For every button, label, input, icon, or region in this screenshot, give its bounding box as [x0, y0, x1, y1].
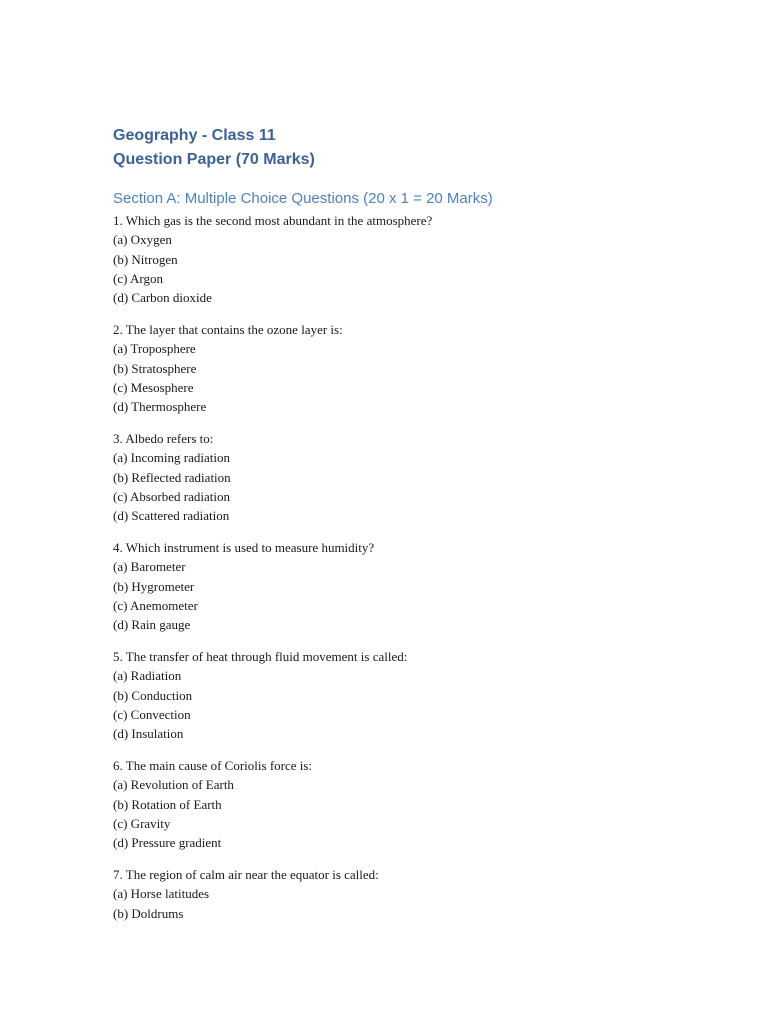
document-title: Geography - Class 11 — [113, 127, 276, 144]
question-option: (d) Carbon dioxide — [113, 290, 212, 306]
question-option: (a) Incoming radiation — [113, 450, 230, 466]
question-text: 2. The layer that contains the ozone layer is: — [113, 321, 343, 337]
question-option: (b) Rotation of Earth — [113, 796, 222, 812]
question-option: (d) Scattered radiation — [113, 508, 230, 524]
question-option: (d) Thermosphere — [113, 399, 207, 415]
question-option: (a) Radiation — [113, 668, 182, 684]
question-text: 5. The transfer of heat through fluid movement is called: — [113, 648, 408, 664]
question-7 — [113, 865, 673, 923]
question-option: (b) Hygrometer — [113, 578, 195, 594]
question-6 — [113, 756, 673, 852]
question-option: (c) Mesosphere — [113, 379, 194, 395]
question-option: (c) Convection — [113, 706, 191, 722]
question-option: (b) Stratosphere — [113, 360, 197, 376]
question-text: 7. The region of calm air near the equator is called: — [113, 866, 379, 882]
question-option: (d) Insulation — [113, 726, 184, 742]
question-list — [113, 211, 673, 923]
question-option: (a) Barometer — [113, 559, 186, 575]
question-option: (a) Oxygen — [113, 232, 172, 248]
question-option: (c) Absorbed radiation — [113, 488, 230, 504]
document-content — [113, 124, 673, 923]
question-option: (c) Gravity — [113, 815, 171, 831]
question-text: 3. Albedo refers to: — [113, 430, 214, 446]
question-option: (c) Anemometer — [113, 597, 198, 613]
question-option: (b) Conduction — [113, 687, 193, 703]
question-option: (d) Pressure gradient — [113, 835, 222, 851]
question-3 — [113, 429, 673, 525]
question-1 — [113, 211, 673, 307]
question-5 — [113, 647, 673, 743]
question-option: (a) Horse latitudes — [113, 886, 210, 902]
question-4 — [113, 538, 673, 634]
question-text: 1. Which gas is the second most abundant in the atmosphere? — [113, 213, 433, 228]
question-option: (b) Nitrogen — [113, 251, 178, 267]
section-a-heading: Section A: Multiple Choice Questions (20 x 1 = 20 Marks) — [113, 190, 493, 207]
question-option: (b) Doldrums — [113, 905, 184, 921]
question-option: (b) Reflected radiation — [113, 469, 231, 485]
question-option: (a) Revolution of Earth — [113, 777, 234, 793]
question-option: (c) Argon — [113, 270, 163, 286]
question-2 — [113, 320, 673, 416]
question-text: 4. Which instrument is used to measure humidity? — [113, 539, 375, 555]
document-subtitle: Question Paper (70 Marks) — [113, 151, 315, 168]
question-option: (a) Troposphere — [113, 341, 196, 357]
question-option: (d) Rain gauge — [113, 617, 191, 633]
question-text: 6. The main cause of Coriolis force is: — [113, 757, 313, 773]
